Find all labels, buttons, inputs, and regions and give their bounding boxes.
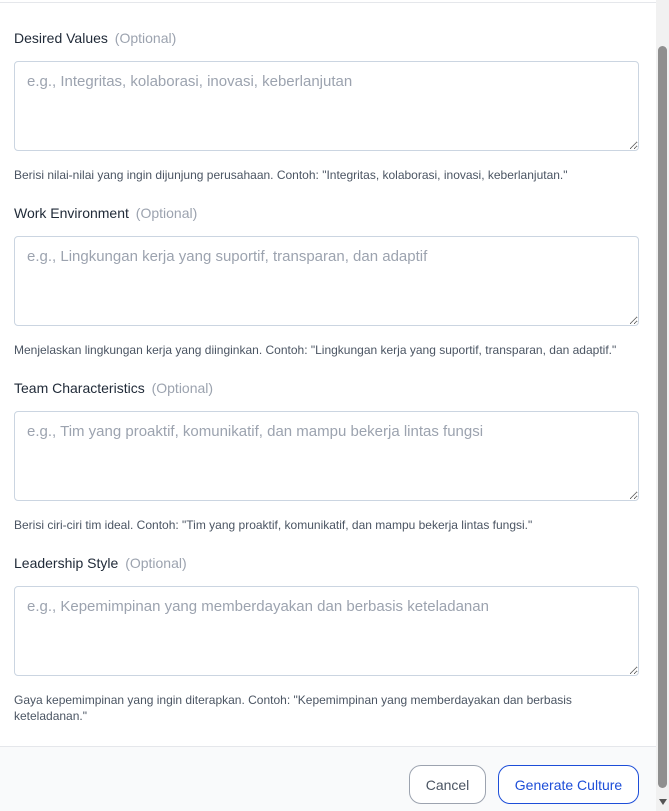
work-environment-textarea[interactable] (14, 236, 639, 326)
help-text: Gaya kepemimpinan yang ingin diterapkan. Contoh: "Kepemimpinan yang memberdayakan dan berbasis keteladanan." (14, 693, 572, 723)
cancel-button[interactable]: Cancel (409, 765, 486, 804)
field-team-characteristics (14, 379, 639, 533)
field-desired-values (14, 29, 639, 183)
field-work-environment (14, 204, 639, 358)
optional-tag: (Optional) (135, 205, 198, 221)
scrollbar-thumb[interactable] (658, 46, 667, 788)
label-text: Leadership Style (14, 555, 119, 571)
label-text: Work Environment (14, 205, 129, 221)
help-text: Menjelaskan lingkungan kerja yang diinginkan. Contoh: "Lingkungan kerja yang suportif, transparan, dan adaptif." (14, 343, 617, 357)
field-label (14, 204, 639, 222)
scrollbar[interactable] (656, 0, 669, 811)
field-label (14, 29, 639, 47)
generate-culture-button[interactable]: Generate Culture (498, 765, 639, 804)
help-text: Berisi nilai-nilai yang ingin dijunjung perusahaan. Contoh: "Integritas, kolaborasi, inovasi, keberlanjutan." (14, 168, 568, 182)
desired-values-textarea[interactable] (14, 61, 639, 151)
field-label (14, 554, 639, 572)
field-leadership-style (14, 554, 639, 724)
top-divider (0, 2, 656, 3)
optional-tag: (Optional) (114, 30, 177, 46)
help-text: Berisi ciri-ciri tim ideal. Contoh: "Tim yang proaktif, komunikatif, dan mampu bekerja lintas fungsi." (14, 518, 533, 532)
optional-tag: (Optional) (151, 380, 214, 396)
modal-footer (0, 746, 656, 811)
scroll-down-arrow-icon[interactable] (659, 799, 667, 805)
label-text: Team Characteristics (14, 380, 145, 396)
optional-tag: (Optional) (125, 555, 187, 571)
label-text: Desired Values (14, 30, 108, 46)
field-label (14, 379, 639, 397)
team-characteristics-textarea[interactable] (14, 411, 639, 501)
leadership-style-textarea[interactable] (14, 586, 639, 676)
